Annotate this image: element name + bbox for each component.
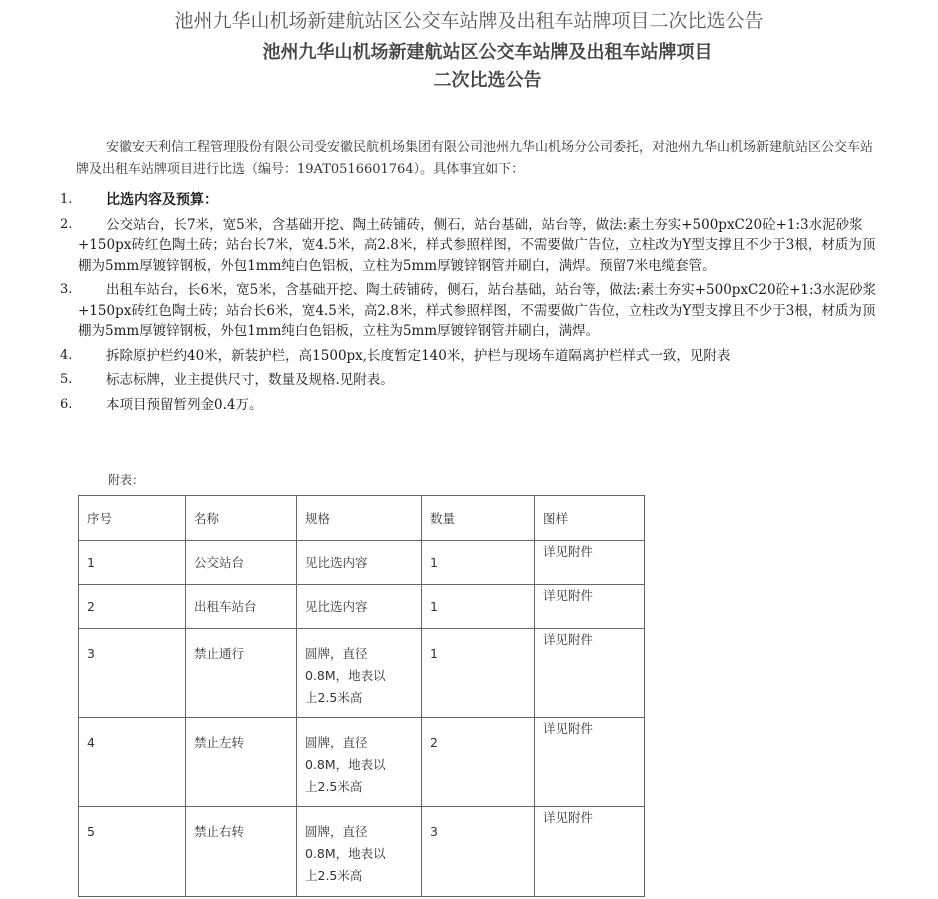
cell-pic: 详见附件 [535, 541, 645, 585]
list-item [60, 215, 880, 277]
appendix-label: 附表： [108, 473, 145, 487]
list-item-text: 标志标牌，业主提供尺寸，数量及规格.见附表。 [106, 372, 394, 388]
cell-seq: 5 [79, 807, 186, 897]
cell-spec [297, 807, 422, 897]
cell-qty: 2 [422, 718, 535, 807]
spec-line: 圆牌，直径 [305, 824, 368, 839]
list-item [60, 395, 880, 416]
table-row [79, 807, 645, 897]
spec-line: 上2.5米高 [305, 779, 363, 794]
cell-seq: 2 [79, 585, 186, 629]
column-header-seq: 序号 [79, 496, 186, 541]
column-header-spec: 规格 [297, 496, 422, 541]
list-item-number: 2. [60, 216, 73, 232]
cell-name: 禁止左转 [186, 718, 297, 807]
spec-line: 圆牌，直径 [305, 735, 368, 750]
list-item-text: 比选内容及预算： [106, 192, 218, 208]
cell-qty: 1 [422, 585, 535, 629]
appendix-table [78, 495, 645, 897]
column-header-qty: 数量 [422, 496, 535, 541]
table-row [79, 718, 645, 807]
cell-pic: 详见附件 [535, 585, 645, 629]
cell-spec [297, 629, 422, 718]
requirements-list [60, 190, 880, 419]
cell-seq: 3 [79, 629, 186, 718]
cell-seq: 1 [79, 541, 186, 585]
cell-seq: 4 [79, 718, 186, 807]
cell-pic: 详见附件 [535, 807, 645, 897]
column-header-pic: 图样 [535, 496, 645, 541]
list-item-text: 拆除原护栏约40米，新装护栏，高1500px,长度暂定140米，护栏与现场车道隔离护栏样式一致，见附表 [106, 347, 731, 364]
list-item-number: 4. [60, 347, 73, 363]
list-item-number: 1. [60, 192, 73, 207]
spec-line: 0.8M，地表以 [305, 668, 386, 683]
cell-name: 禁止通行 [186, 629, 297, 718]
spec-line: 圆牌，直径 [305, 646, 368, 661]
cell-name: 公交站台 [186, 541, 297, 585]
cell-qty: 1 [422, 541, 535, 585]
spec-line: 上2.5米高 [305, 868, 363, 883]
cell-name: 出租车站台 [186, 585, 297, 629]
list-item-number: 5. [60, 372, 73, 387]
table-header-row [79, 496, 645, 541]
list-item-text: 本项目预留暂列金0.4万。 [106, 396, 263, 413]
cell-spec [297, 718, 422, 807]
cell-qty: 3 [422, 807, 535, 897]
list-item-number: 3. [60, 282, 73, 297]
table-row [79, 629, 645, 718]
document-subheading: 二次比选公告 [433, 70, 542, 91]
table-row [79, 585, 645, 629]
cell-spec: 见比选内容 [297, 585, 422, 629]
cell-pic: 详见附件 [535, 718, 645, 807]
cell-pic: 详见附件 [535, 629, 645, 718]
cell-spec: 见比选内容 [297, 541, 422, 585]
spec-line: 上2.5米高 [305, 690, 363, 705]
column-header-name: 名称 [186, 496, 297, 541]
list-item [60, 370, 880, 391]
spec-line: 0.8M，地表以 [305, 757, 386, 772]
list-item-text: 出租车站台，长6米，宽5米，含基础开挖、陶土砖铺砖，侧石，站台基础，站台等，做法:素土夯实+500pxC20砼+1:3水泥砂浆+150px砖红色陶土砖；站台长6米，宽4.5米，高2.8米，样式参照样图，不需要做广告位，立柱改为Y型支撑且不少于3根，材质为顶棚为5mm厚镀锌钢板，外包1mm纯白色铝板，立柱为5mm厚镀锌钢管并刷白，满焊。 [78, 282, 877, 339]
list-item-text: 公交站台，长7米，宽5米，含基础开挖、陶土砖铺砖，侧石，站台基础，站台等，做法:素土夯实+500pxC20砼+1:3水泥砂浆+150px砖红色陶土砖；站台长7米，宽4.5米，高2.8米，样式参照样图，不需要做广告位，立柱改为Y型支撑且不少于3根，材质为顶棚为5mm厚镀锌钢板，外包1mm纯白色铝板，立柱为5mm厚镀锌钢管并刷白，满焊。预留7米电缆套管。 [78, 216, 876, 274]
cell-name: 禁止右转 [186, 807, 297, 897]
document-heading: 池州九华山机场新建航站区公交车站牌及出租车站牌项目 [262, 42, 713, 63]
spec-line: 0.8M，地表以 [305, 846, 386, 861]
table-row [79, 541, 645, 585]
list-item [60, 280, 880, 342]
cell-qty: 1 [422, 629, 535, 718]
intro-paragraph: 安徽安天利信工程管理股份有限公司受安徽民航机场集团有限公司池州九华山机场分公司委托，对池州九华山机场新建航站区公交车站牌及出租车站牌项目进行比选（编号：19AT0516601764）。具体事宜如下： [76, 140, 874, 177]
page-title: 池州九华山机场新建航站区公交车站牌及出租车站牌项目二次比选公告 [174, 10, 764, 32]
list-item [60, 346, 880, 367]
list-item-number: 6. [60, 396, 73, 412]
list-item [60, 190, 880, 211]
